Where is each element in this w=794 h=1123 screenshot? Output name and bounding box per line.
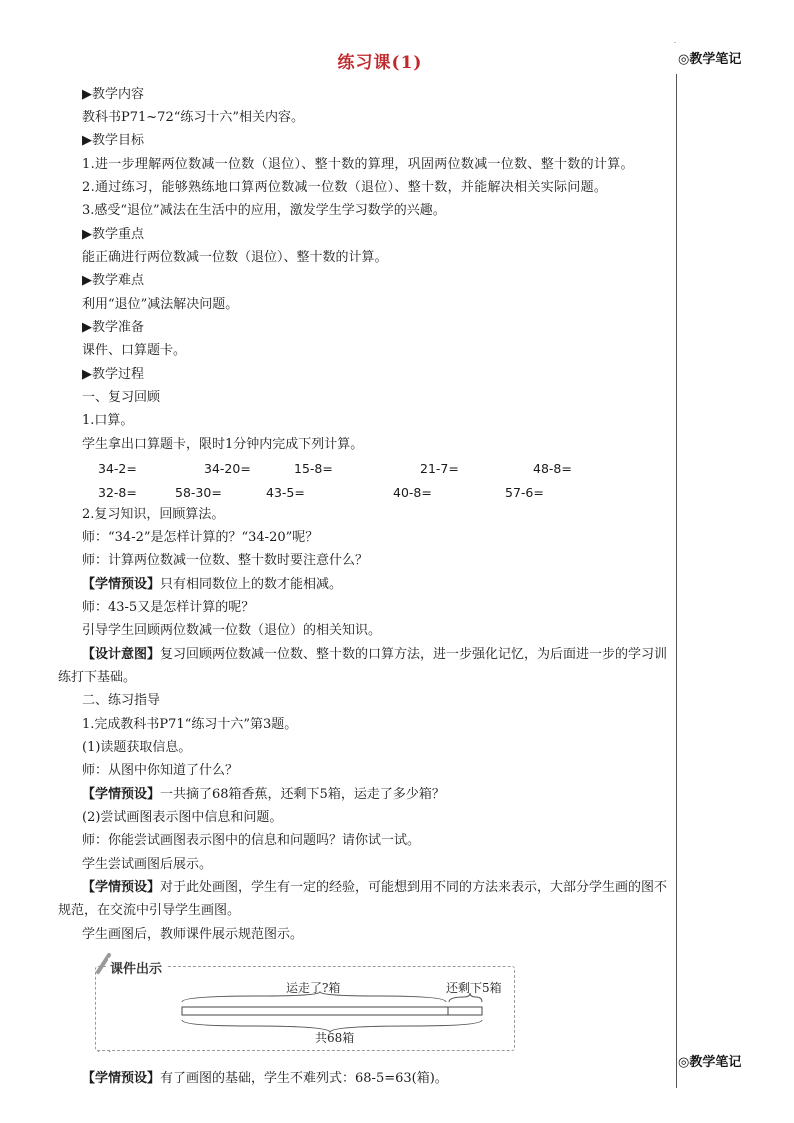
label-total: 共68箱 [315, 1031, 355, 1045]
preset-tag: 【学情预设】 [82, 1071, 161, 1086]
heading-content: ▶教学内容 [82, 87, 144, 102]
process-p2: 1.口算。 [82, 413, 134, 428]
process-p6: 师：计算两位数减一位数、整十数时要注意什么？ [82, 553, 369, 568]
process-p5: 师：“34-2”是怎样计算的？“34-20”呢？ [82, 530, 319, 545]
page-title: 练习课(1) [337, 53, 423, 73]
preset-tag: 【学情预设】 [82, 787, 161, 802]
bar-diagram [170, 976, 500, 1048]
oral-item: 34-20= [204, 461, 251, 476]
process-p11: 二、练习指导 [82, 693, 161, 708]
process-p7: 【学情预设】只有相同数位上的数才能相减。 [82, 577, 343, 592]
oral-item: 21-7= [420, 461, 459, 476]
process-p20: 学生画图后，教师课件展示规范图示。 [82, 927, 304, 942]
process-p17: 师：你能尝试画图表示图中的信息和问题吗？请你试一试。 [82, 833, 421, 848]
goal-2: 2.通过练习，能够熟练地口算两位数减一位数（退位）、整十数，并能解决相关实际问题。 [82, 180, 608, 195]
process-p19: 【学情预设】对于此处画图，学生有一定的经验，可能想到用不同的方法来表示，大部分学生画的图不规范，在交流中引导学生画图。 [58, 880, 668, 918]
oral-item: 32-8= [98, 485, 137, 500]
courseware-tag: 课件出示 [108, 958, 166, 977]
process-p1: 一、复习回顾 [82, 390, 161, 405]
key-text: 能正确进行两位数减一位数（退位）、整十数的计算。 [82, 250, 388, 265]
process-p14: 师：从图中你知道了什么？ [82, 763, 239, 778]
side-note-top: ◎教学笔记 [678, 52, 742, 67]
difficulty-text: 利用“退位”减法解决问题。 [82, 297, 239, 312]
process-p3: 学生拿出口算题卡，限时1分钟内完成下列计算。 [82, 437, 364, 452]
oral-item: 40-8= [393, 485, 432, 500]
oral-item: 43-5= [266, 485, 305, 500]
heading-process: ▶教学过程 [82, 367, 144, 382]
intent-tag: 【设计意图】 [82, 647, 161, 662]
oral-item: 58-30= [175, 485, 222, 500]
content-text: 教科书P71~72“练习十六”相关内容。 [82, 110, 305, 125]
heading-key: ▶教学重点 [82, 227, 144, 242]
oral-item: 57-6= [505, 485, 544, 500]
process-p9: 引导学生回顾两位数减一位数（退位）的相关知识。 [82, 623, 382, 638]
process-p12: 1.完成教科书P71“练习十六”第3题。 [82, 717, 298, 732]
oral-item: 48-8= [533, 461, 572, 476]
oral-item: 15-8= [294, 461, 333, 476]
process-p16: (2)尝试画图表示图中信息和问题。 [82, 810, 283, 825]
preset-tag: 【学情预设】 [82, 880, 161, 895]
process-p10: 【设计意图】复习回顾两位数减一位数、整十数的口算方法，进一步强化记忆，为后面进一步的学习训练打下基础。 [58, 647, 668, 685]
process-p22: 【学情预设】有了画图的基础，学生不难列式：68-5=63(箱)。 [82, 1071, 448, 1086]
process-p18: 学生尝试画图后展示。 [82, 857, 213, 872]
process-p8: 师：43-5又是怎样计算的呢？ [82, 600, 255, 615]
heading-goals: ▶教学目标 [82, 133, 144, 148]
oral-item: 34-2= [98, 461, 137, 476]
heading-difficulty: ▶教学难点 [82, 273, 144, 288]
process-p15: 【学情预设】一共摘了68箱香蕉，还剩下5箱，运走了多少箱？ [82, 787, 445, 802]
heading-prep: ▶教学准备 [82, 320, 144, 335]
label-left: 还剩下5箱 [446, 981, 502, 995]
bar-segment [182, 1007, 482, 1015]
process-p13: (1)读题获取信息。 [82, 740, 192, 755]
margin-divider [676, 74, 677, 1088]
prep-text: 课件、口算题卡。 [82, 343, 187, 358]
preset-tag: 【学情预设】 [82, 577, 161, 592]
process-p4: 2.复习知识，回顾算法。 [82, 507, 225, 522]
goal-1: 1.进一步理解两位数减一位数（退位）、整十数的算理，巩固两位数减一位数、整十数的计算。 [82, 157, 634, 172]
side-note-bottom: ◎教学笔记 [678, 1055, 742, 1070]
corner-dot: · [674, 40, 676, 47]
label-moved: 运走了?箱 [286, 981, 341, 995]
goal-3: 3.感受“退位”减法在生活中的应用，激发学生学习数学的兴趣。 [82, 203, 446, 218]
